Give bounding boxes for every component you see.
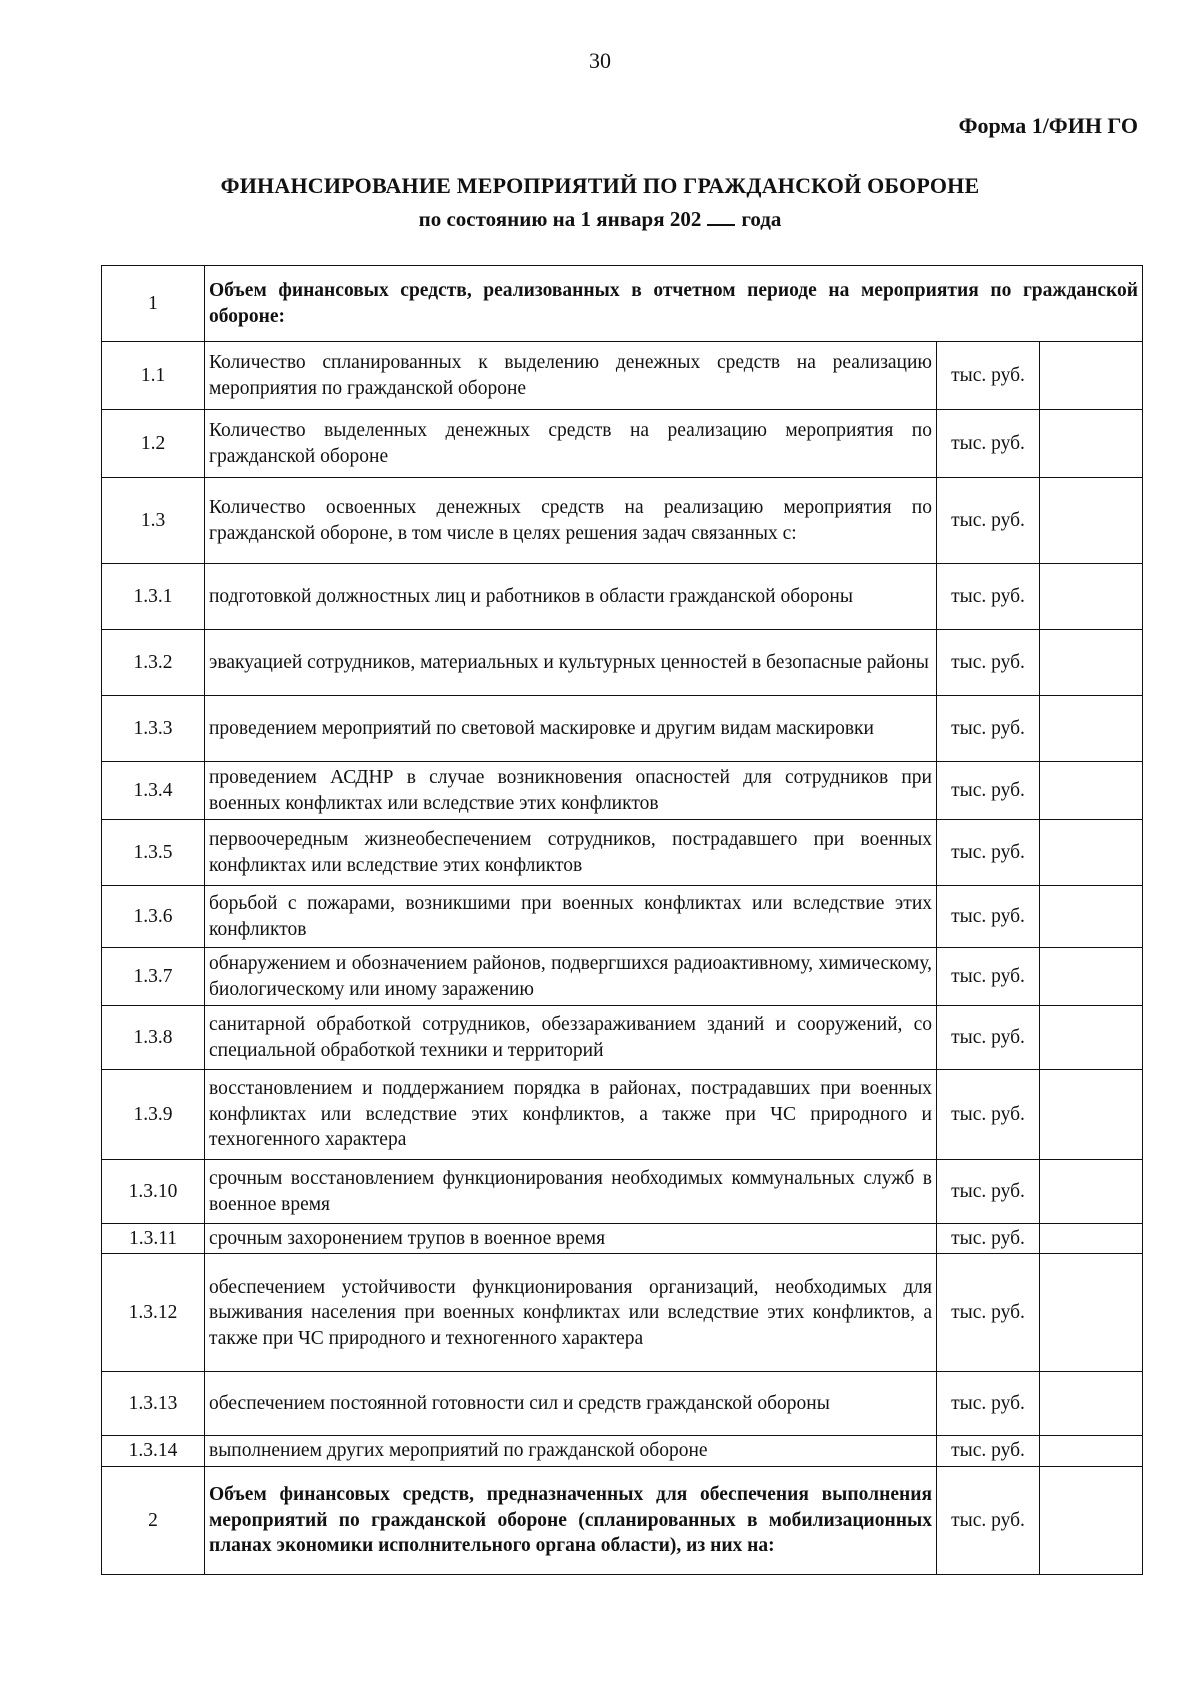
row-number-cell: 1.3.1 [102,564,205,630]
form-code: Форма 1/ФИН ГО [958,113,1138,138]
value-input-cell[interactable] [1040,820,1143,886]
table-row [102,478,1143,564]
row-description-cell: Количество выделенных денежных средств на реализацию мероприятия по гражданской обороне [205,410,937,478]
table-row [102,696,1143,762]
value-input-cell[interactable] [1040,1466,1143,1574]
table-row [102,948,1143,1006]
row-description-cell: санитарной обработкой сотрудников, обеззараживанием зданий и сооружений, со специальной обработкой техники и территорий [205,1006,937,1070]
row-number-cell: 1.1 [102,342,205,410]
row-description-cell: срочным захоронением трупов в военное время [205,1224,937,1254]
row-description-cell: первоочередным жизнеобеспечением сотрудников, пострадавшего при военных конфликтах или вследствие этих конфликтов [205,820,937,886]
value-input-cell[interactable] [1040,564,1143,630]
row-description-cell: Количество освоенных денежных средств на реализацию мероприятия по гражданской обороне, в том числе в целях решения задач связанных с: [205,478,937,564]
row-description-cell: срочным восстановлением функционирования необходимых коммунальных служб в военное время [205,1160,937,1224]
value-input-cell[interactable] [1040,696,1143,762]
document-subtitle [0,207,1200,232]
value-input-cell[interactable] [1040,630,1143,696]
table-row [102,564,1143,630]
row-description-cell: Объем финансовых средств, реализованных в отчетном периоде на мероприятия по гражданской обороне: [205,266,1143,342]
unit-cell: тыс. руб. [937,410,1040,478]
value-input-cell[interactable] [1040,1070,1143,1160]
table-row [102,762,1143,820]
row-number-cell: 1.2 [102,410,205,478]
row-number-cell: 1.3 [102,478,205,564]
unit-cell: тыс. руб. [937,1070,1040,1160]
value-input-cell[interactable] [1040,1372,1143,1436]
row-description-cell: Объем финансовых средств, предназначенных для обеспечения выполнения мероприятий по гражданской обороне (спланированных в мобилизационных планах экономики исполнительного органа области), из них на: [205,1466,937,1574]
unit-cell: тыс. руб. [937,1006,1040,1070]
unit-cell: тыс. руб. [937,1372,1040,1436]
value-input-cell[interactable] [1040,886,1143,948]
row-number-cell: 1.3.7 [102,948,205,1006]
row-number-cell: 1.3.2 [102,630,205,696]
value-input-cell[interactable] [1040,410,1143,478]
row-description-cell: проведением мероприятий по световой маскировке и другим видам маскировки [205,696,937,762]
table-row [102,1160,1143,1224]
value-input-cell[interactable] [1040,342,1143,410]
row-number-cell: 1.3.11 [102,1224,205,1254]
table-row [102,1466,1143,1574]
unit-cell: тыс. руб. [937,564,1040,630]
table-row [102,1254,1143,1372]
year-blank-field [707,223,735,226]
row-description-cell: проведением АСДНР в случае возникновения опасностей для сотрудников при военных конфликтах или вследствие этих конфликтов [205,762,937,820]
row-description-cell: борьбой с пожарами, возникшими при военных конфликтах или вследствие этих конфликтов [205,886,937,948]
table-row [102,1006,1143,1070]
table-row [102,1224,1143,1254]
unit-cell: тыс. руб. [937,696,1040,762]
table-row [102,886,1143,948]
unit-cell: тыс. руб. [937,630,1040,696]
row-number-cell: 1.3.8 [102,1006,205,1070]
row-number-cell: 1 [102,266,205,342]
unit-cell: тыс. руб. [937,948,1040,1006]
table-row [102,1436,1143,1466]
row-description-cell: обеспечением постоянной готовности сил и средств гражданской обороны [205,1372,937,1436]
row-description-cell: выполнением других мероприятий по гражданской обороне [205,1436,937,1466]
value-input-cell[interactable] [1040,762,1143,820]
row-description-cell: эвакуацией сотрудников, материальных и культурных ценностей в безопасные районы [205,630,937,696]
value-input-cell[interactable] [1040,1254,1143,1372]
value-input-cell[interactable] [1040,1006,1143,1070]
row-description-cell: восстановлением и поддержанием порядка в районах, пострадавших при военных конфликтах или вследствие этих конфликтов, а также при ЧС природного и техногенного характера [205,1070,937,1160]
row-number-cell: 1.3.14 [102,1436,205,1466]
value-input-cell[interactable] [1040,1436,1143,1466]
row-number-cell: 1.3.12 [102,1254,205,1372]
unit-cell: тыс. руб. [937,820,1040,886]
financing-table [101,265,1143,1575]
table-row [102,266,1143,342]
value-input-cell[interactable] [1040,1224,1143,1254]
financing-table-body [102,266,1143,1575]
row-number-cell: 1.3.6 [102,886,205,948]
row-description-cell: обеспечением устойчивости функционирования организаций, необходимых для выживания населения при военных конфликтах или вследствие этих конфликтов, а также при ЧС природного и техногенного характера [205,1254,937,1372]
document-title: ФИНАНСИРОВАНИЕ МЕРОПРИЯТИЙ ПО ГРАЖДАНСКОЙ ОБОРОНЕ [220,173,980,198]
row-number-cell: 1.3.5 [102,820,205,886]
table-row [102,342,1143,410]
row-description-cell: обнаружением и обозначением районов, подвергшихся радиоактивному, химическому, биологическому или иному заражению [205,948,937,1006]
table-row [102,1070,1143,1160]
unit-cell: тыс. руб. [937,1160,1040,1224]
subtitle-date-suffix: года [741,207,782,231]
table-row [102,820,1143,886]
unit-cell: тыс. руб. [937,762,1040,820]
unit-cell: тыс. руб. [937,886,1040,948]
row-number-cell: 1.3.10 [102,1160,205,1224]
unit-cell: тыс. руб. [937,1254,1040,1372]
row-number-cell: 1.3.4 [102,762,205,820]
row-description-cell: Количество спланированных к выделению денежных средств на реализацию мероприятия по гражданской обороне [205,342,937,410]
row-number-cell: 1.3.13 [102,1372,205,1436]
page-number: 30 [589,48,611,73]
row-number-cell: 1.3.3 [102,696,205,762]
unit-cell: тыс. руб. [937,1436,1040,1466]
unit-cell: тыс. руб. [937,1466,1040,1574]
table-row [102,410,1143,478]
subtitle-date-prefix: по состоянию на 1 января 202 [418,207,702,231]
row-number-cell: 1.3.9 [102,1070,205,1160]
value-input-cell[interactable] [1040,478,1143,564]
unit-cell: тыс. руб. [937,478,1040,564]
unit-cell: тыс. руб. [937,342,1040,410]
table-row [102,1372,1143,1436]
row-number-cell: 2 [102,1466,205,1574]
table-row [102,630,1143,696]
value-input-cell[interactable] [1040,1160,1143,1224]
value-input-cell[interactable] [1040,948,1143,1006]
unit-cell: тыс. руб. [937,1224,1040,1254]
row-description-cell: подготовкой должностных лиц и работников в области гражданской обороны [205,564,937,630]
